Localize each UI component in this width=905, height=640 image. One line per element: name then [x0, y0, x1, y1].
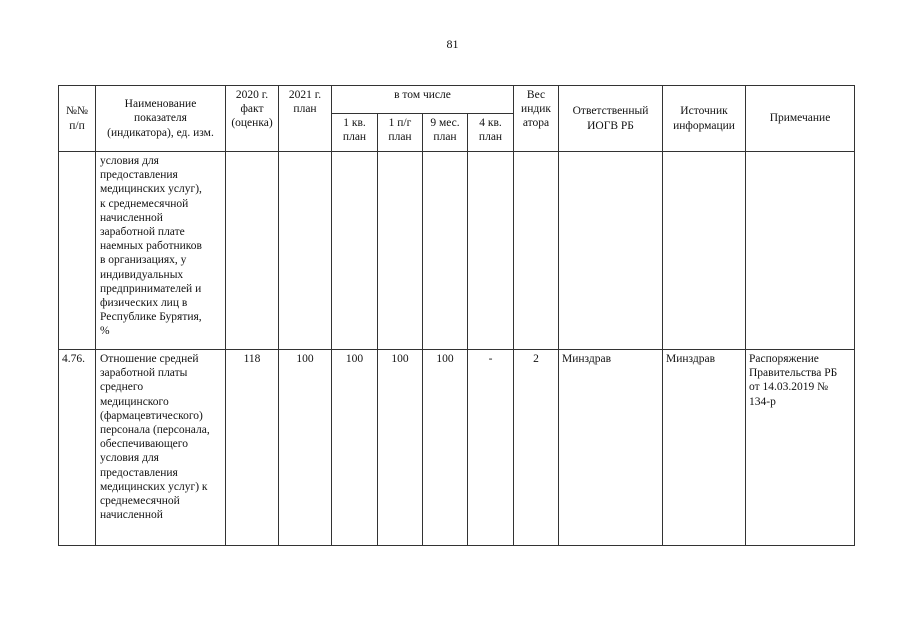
header-q1: 1 кв. план [332, 114, 378, 152]
cell-source [663, 152, 746, 350]
cell-responsible [559, 152, 663, 350]
cell-9m: 100 [423, 350, 468, 546]
cell-weight: 2 [514, 350, 559, 546]
cell-note: Распоряжение Правительства РБ от 14.03.2019 № 134-р [746, 350, 855, 546]
indicators-table [58, 85, 855, 546]
header-row-1 [59, 86, 855, 114]
header-h1: 1 п/г план [378, 114, 423, 152]
header-name: Наименование показателя (индикатора), ед. изм. [96, 86, 226, 152]
cell-note [746, 152, 855, 350]
header-no: №№ п/п [59, 86, 96, 152]
header-9m: 9 мес. план [423, 114, 468, 152]
cell-fact-2020 [226, 152, 279, 350]
cell-responsible: Минздрав [559, 350, 663, 546]
table-row [59, 152, 855, 350]
cell-h1 [378, 152, 423, 350]
cell-q1: 100 [332, 350, 378, 546]
header-q4: 4 кв. план [468, 114, 514, 152]
cell-q1 [332, 152, 378, 350]
cell-plan-2021 [279, 152, 332, 350]
header-responsible: Ответственный ИОГВ РБ [559, 86, 663, 152]
cell-no: 4.76. [59, 350, 96, 546]
header-source: Источник информации [663, 86, 746, 152]
cell-plan-2021: 100 [279, 350, 332, 546]
cell-weight [514, 152, 559, 350]
cell-q4 [468, 152, 514, 350]
page-number: 81 [446, 37, 459, 51]
header-fact-2020: 2020 г. факт (оценка) [226, 86, 279, 152]
cell-fact-2020: 118 [226, 350, 279, 546]
cell-name: условия для предоставления медицинских услуг), к среднемесячной начисленной заработной плате наемных работников в организациях, у индивидуальных предпринимателей и физических лиц в Республике Бурятия, % [96, 152, 226, 350]
cell-source: Минздрав [663, 350, 746, 546]
cell-h1: 100 [378, 350, 423, 546]
cell-9m [423, 152, 468, 350]
header-weight: Вес индик атора [514, 86, 559, 152]
cell-name: Отношение средней заработной платы среднего медицинского (фармацевтического) персонала (персонала, обеспечивающего условия для предоставления медицинских услуг) к среднемесячной начисленной [96, 350, 226, 546]
header-including: в том числе [332, 86, 514, 114]
header-note: Примечание [746, 86, 855, 152]
cell-no [59, 152, 96, 350]
cell-q4: - [468, 350, 514, 546]
header-plan-2021: 2021 г. план [279, 86, 332, 152]
table-row [59, 350, 855, 546]
